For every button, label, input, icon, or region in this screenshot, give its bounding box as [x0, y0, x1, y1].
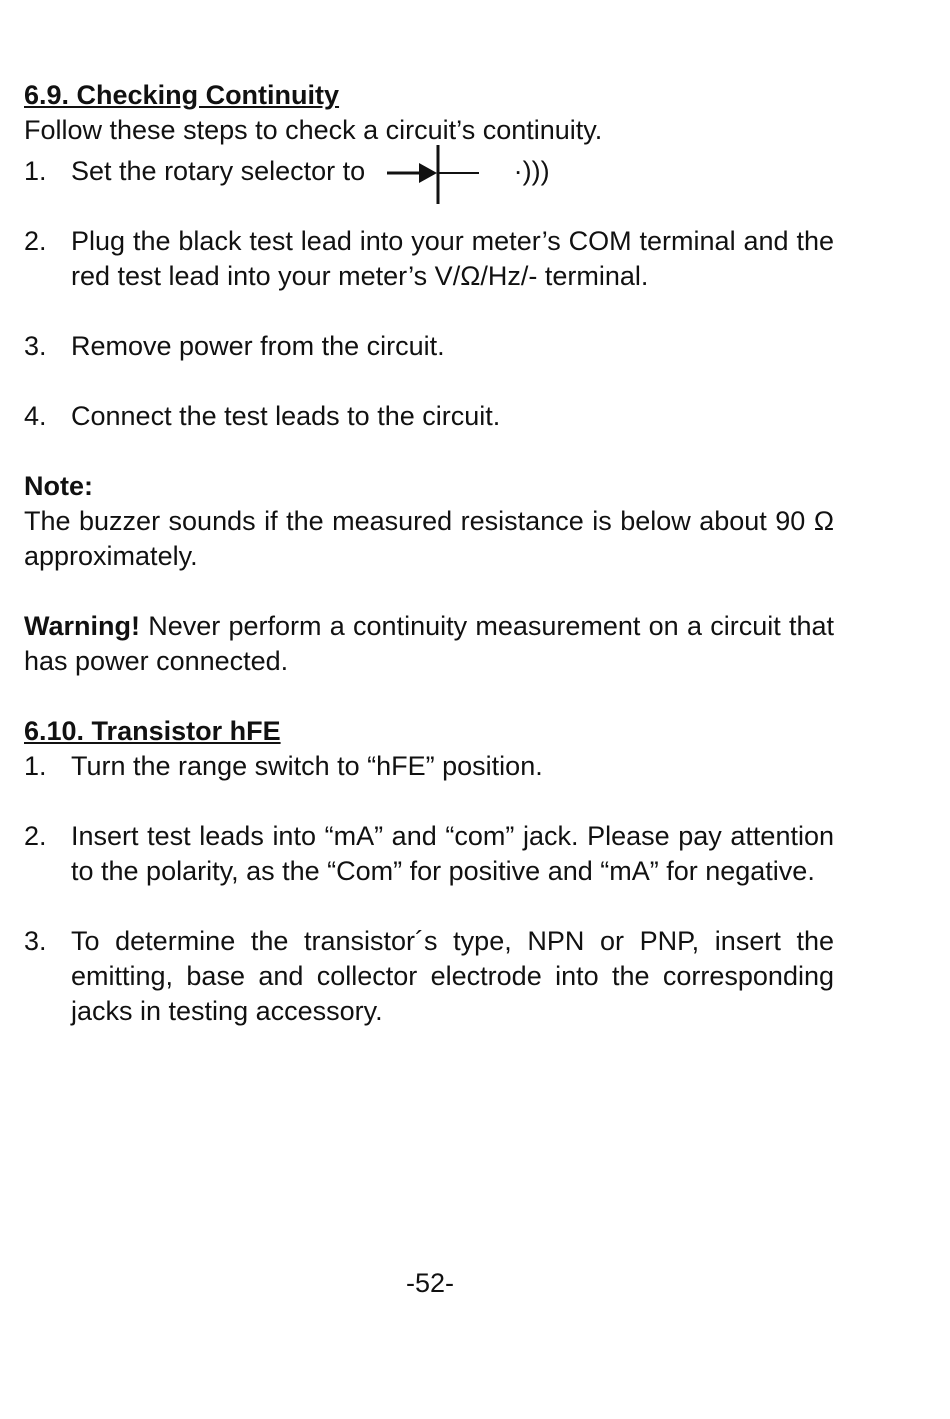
step-text: Connect the test leads to the circuit. [71, 401, 501, 431]
step-number: 1. [24, 751, 47, 781]
continuity-intro: Follow these steps to check a circuit’s continuity. [24, 115, 603, 145]
step-number: 1. [24, 156, 47, 186]
step-number: 3. [24, 926, 47, 956]
beep-icon: ·))) [513, 156, 550, 186]
note-text: The buzzer sounds if the measured resistance is below about 90 Ω approximately. [24, 506, 834, 571]
continuity-step-2 [24, 224, 834, 294]
step-text: Insert test leads into “mA” and “com” jack. Please pay attention to the polarity, as the “Com” for positive and “mA” for negative. [71, 821, 834, 886]
continuity-heading: 6.9. Checking Continuity [24, 80, 340, 110]
step-number: 4. [24, 401, 47, 431]
continuity-step-3 [24, 329, 834, 364]
step-number: 3. [24, 331, 47, 361]
step-number: 2. [24, 226, 47, 256]
page-number: -52- [405, 1268, 454, 1298]
warning-label: Warning! [24, 611, 140, 641]
note-label: Note: [24, 471, 93, 501]
step-text: Remove power from the circuit. [71, 331, 445, 361]
diode-continuity-symbol [373, 154, 563, 189]
manual-page [24, 78, 834, 1029]
warning-paragraph [24, 609, 834, 679]
transistor-step-1 [24, 749, 834, 784]
transistor-heading: 6.10. Transistor hFE [24, 716, 281, 746]
step-text: To determine the transistor´s type, NPN or PNP, insert the emitting, base and collector electrode into the corresponding jacks in testing accessory. [71, 926, 834, 1026]
step-text: Turn the range switch to “hFE” position. [71, 751, 543, 781]
warning-text: Never perform a continuity measurement on a circuit that has power connected. [24, 611, 834, 676]
step-text: Plug the black test lead into your meter’s COM terminal and the red test lead into your meter’s V/Ω/Hz/- terminal. [71, 226, 834, 291]
continuity-step-4 [24, 399, 834, 434]
continuity-step-1 [24, 154, 834, 189]
diode-continuity-icon [387, 142, 497, 206]
transistor-step-2 [24, 819, 834, 889]
step-text: Set the rotary selector to [71, 156, 366, 186]
transistor-step-3 [24, 924, 834, 1029]
step-number: 2. [24, 821, 47, 851]
